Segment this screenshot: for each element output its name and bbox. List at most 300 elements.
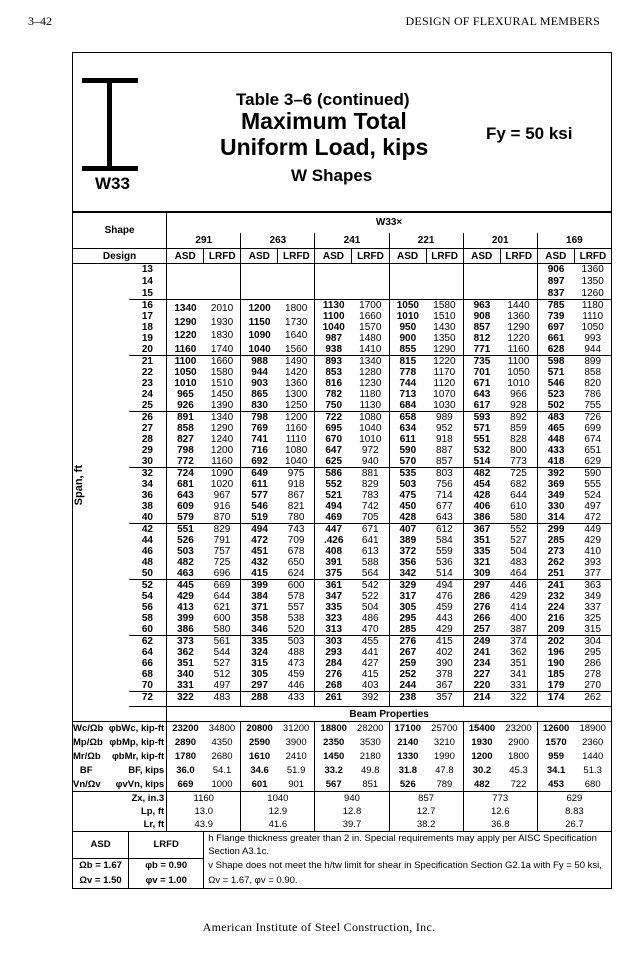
span-list — [129, 412, 167, 467]
load-list — [315, 580, 352, 635]
asd-load-cell — [315, 524, 352, 580]
load-value: 671 — [361, 524, 379, 535]
load-value: 527 — [510, 535, 527, 546]
lrfd-load-cell — [500, 636, 537, 692]
load-value: 450 — [399, 501, 417, 512]
bp-value: 47.8 — [426, 764, 463, 778]
load-value: 918 — [436, 434, 453, 445]
load-value: 214 — [473, 692, 491, 703]
load-value: 944 — [584, 344, 602, 355]
load-value: 837 — [547, 288, 565, 299]
bp-value: 526 — [389, 778, 426, 792]
load-value: 1030 — [433, 400, 456, 411]
load-value: 644 — [213, 591, 231, 602]
load-value: 1160 — [174, 344, 197, 355]
load-list — [538, 524, 575, 579]
load-value: 273 — [547, 546, 565, 557]
lrfd-load-cell — [278, 356, 315, 412]
load-list — [315, 524, 352, 579]
load-list — [241, 580, 278, 635]
load-value: 429 — [584, 535, 602, 546]
spacer-cell — [95, 264, 129, 300]
load-value: 1410 — [359, 344, 382, 355]
asd-load-cell — [241, 524, 278, 580]
load-value: 908 — [473, 311, 491, 322]
load-value: 987 — [325, 333, 343, 344]
load-list — [204, 524, 241, 579]
weight-header: 291 — [167, 233, 241, 249]
load-list — [167, 636, 204, 691]
span-list — [129, 356, 167, 411]
load-value: 1150 — [248, 316, 271, 328]
load-list — [315, 468, 352, 523]
span-value: 25 — [141, 400, 153, 411]
load-value: 773 — [510, 456, 527, 467]
load-value: 304 — [584, 636, 602, 647]
load-value: 629 — [584, 456, 602, 467]
load-list — [390, 264, 427, 299]
load-value: 443 — [436, 613, 453, 624]
load-value: 726 — [584, 412, 602, 423]
bp-value: 482 — [463, 778, 500, 792]
load-list — [574, 692, 611, 706]
load-value: 586 — [325, 468, 343, 479]
asd-load-cell — [241, 412, 278, 468]
load-value: 950 — [399, 322, 417, 333]
load-list — [352, 580, 389, 635]
load-value: 546 — [251, 501, 268, 512]
span-value: 20 — [141, 344, 153, 355]
load-value: 285 — [399, 624, 417, 635]
lrfd-header: LRFD — [278, 249, 315, 264]
asd-load-cell — [537, 412, 574, 468]
bp-value: 34.6 — [250, 765, 269, 776]
load-value: 335 — [473, 546, 491, 557]
load-value: 406 — [473, 501, 491, 512]
asd-load-cell — [167, 524, 204, 580]
load-list — [278, 412, 315, 467]
bp-value: 15400 — [468, 723, 496, 735]
bp-value: 601 — [241, 778, 278, 792]
load-value: 1180 — [581, 300, 604, 311]
load-list — [500, 636, 537, 691]
load-value: 669 — [213, 580, 231, 591]
beam-properties-row — [73, 707, 612, 722]
span-axis-label: Span, ft — [73, 465, 85, 506]
bp-value: 1990 — [426, 750, 463, 764]
load-value: 853 — [325, 367, 343, 378]
load-value: 682 — [510, 479, 527, 490]
load-value: 503 — [287, 636, 305, 647]
load-value: 349 — [584, 591, 602, 602]
asd-load-cell — [389, 300, 426, 356]
load-value: 377 — [584, 568, 602, 579]
load-list — [426, 580, 463, 635]
load-value: 445 — [177, 580, 194, 591]
load-value: 551 — [473, 434, 491, 445]
load-value: 757 — [213, 546, 231, 557]
span-value: 22 — [141, 367, 153, 378]
asd-load-cell — [315, 580, 352, 636]
load-value: 522 — [361, 591, 379, 602]
bp-value: 23200 — [172, 723, 199, 735]
load-value: 750 — [325, 400, 343, 411]
load-value: .426 — [323, 535, 344, 546]
asd-load-cell — [315, 468, 352, 524]
load-list — [426, 300, 463, 355]
load-value: 429 — [436, 624, 453, 635]
load-value: 972 — [361, 445, 379, 456]
asd-load-cell — [389, 264, 426, 300]
bp-value: 49.8 — [352, 764, 389, 778]
load-value: 1360 — [507, 311, 530, 322]
load-value: 967 — [213, 490, 231, 501]
load-list — [204, 356, 241, 411]
load-value: 641 — [361, 535, 379, 546]
load-value: 427 — [361, 658, 379, 669]
bp-lrfd-label: φbMr, kip-ft — [95, 750, 167, 764]
asd-load-cell — [537, 468, 574, 524]
load-value: 346 — [251, 624, 268, 635]
load-value: 725 — [213, 557, 231, 568]
load-value: 330 — [547, 501, 565, 512]
load-value: 349 — [547, 490, 565, 501]
asd-header: ASD — [315, 249, 352, 264]
load-value: 755 — [584, 400, 602, 411]
load-value: 514 — [473, 456, 491, 467]
bp-single-value: 12.9 — [241, 805, 315, 818]
load-value: 514 — [436, 568, 453, 579]
load-value: 993 — [584, 333, 602, 344]
bp-value: 3900 — [278, 736, 315, 750]
load-value: 756 — [436, 479, 453, 490]
load-value: 612 — [436, 524, 453, 535]
load-value: 610 — [510, 501, 527, 512]
span-value: 34 — [141, 479, 153, 490]
lrfd-load-cell — [278, 300, 315, 356]
spacer-cell — [95, 468, 129, 524]
lrfd-header: LRFD — [204, 249, 241, 264]
span-value: 32 — [141, 468, 153, 479]
asd-load-cell — [463, 412, 500, 468]
load-value: 634 — [399, 423, 417, 434]
bp-value: 1800 — [500, 750, 537, 764]
load-list — [167, 412, 204, 467]
asd-load-cell — [241, 264, 278, 300]
load-value: 588 — [361, 557, 379, 568]
lrfd-load-cell — [500, 580, 537, 636]
spacer-cell — [95, 636, 129, 692]
load-value: 494 — [436, 580, 453, 591]
load-value: 497 — [584, 501, 602, 512]
load-value: 335 — [251, 636, 268, 647]
load-value: 337 — [584, 602, 602, 613]
load-value: 369 — [547, 479, 565, 490]
asd-load-cell — [463, 356, 500, 412]
span-value: 46 — [141, 546, 153, 557]
load-list — [241, 468, 278, 523]
bp-single-value: 1160 — [167, 792, 241, 806]
load-value: 512 — [213, 669, 231, 680]
asd-load-cell — [463, 636, 500, 692]
load-value: 926 — [177, 400, 194, 411]
load-value: 415 — [436, 636, 453, 647]
load-value: 887 — [436, 445, 453, 456]
load-value: 1110 — [285, 434, 307, 445]
span-value: 42 — [141, 524, 153, 535]
load-list — [464, 356, 501, 411]
lrfd-load-cell — [352, 636, 389, 692]
bp-value: 33.2 — [324, 765, 343, 776]
load-list — [464, 636, 501, 691]
load-value: 190 — [547, 658, 565, 669]
bp-single-value: 13.0 — [167, 805, 241, 818]
bp-value: 18800 — [320, 723, 347, 735]
bp-value: 34.1 — [546, 765, 566, 776]
load-value: 1200 — [248, 302, 271, 314]
lrfd-load-cell — [500, 356, 537, 412]
lrfd-load-cell — [574, 524, 611, 580]
span-list — [129, 264, 167, 299]
load-value: 893 — [325, 356, 343, 367]
load-list — [241, 300, 278, 355]
load-value: 1280 — [359, 367, 382, 378]
bp-value: 959 — [548, 751, 564, 762]
load-value: 293 — [325, 647, 343, 658]
span-value: 29 — [141, 445, 153, 456]
load-list — [574, 636, 611, 691]
load-list — [500, 580, 537, 635]
load-list — [167, 692, 204, 706]
load-value: 266 — [473, 613, 491, 624]
load-value: 695 — [325, 423, 343, 434]
load-value: 524 — [584, 490, 602, 501]
load-value: 812 — [473, 333, 491, 344]
load-value: 455 — [361, 636, 379, 647]
load-value: 331 — [510, 680, 527, 691]
bp-single-value: 26.7 — [537, 818, 611, 832]
asd-header: ASD — [537, 249, 574, 264]
load-list — [500, 300, 537, 355]
lrfd-load-cell — [278, 524, 315, 580]
load-value: 459 — [436, 602, 453, 613]
load-value: 650 — [287, 557, 305, 568]
load-list — [500, 412, 537, 467]
load-list — [167, 264, 204, 299]
bp-value: 31200 — [278, 722, 315, 736]
load-value: 696 — [213, 568, 231, 579]
span-group-row — [73, 692, 612, 707]
load-value: 769 — [251, 423, 268, 434]
asd-load-cell — [315, 412, 352, 468]
load-value: 1430 — [433, 322, 456, 333]
span-value: 27 — [141, 423, 153, 434]
load-value: 828 — [510, 434, 527, 445]
load-value: 899 — [584, 356, 602, 367]
load-value: 1120 — [433, 378, 456, 389]
bp-value: 2180 — [352, 750, 389, 764]
bp-value: 453 — [537, 778, 574, 792]
span-value: 70 — [141, 680, 153, 691]
load-list — [574, 264, 611, 299]
load-value: 1020 — [210, 479, 234, 490]
load-value: 803 — [436, 468, 453, 479]
lrfd-load-cell — [204, 300, 241, 356]
lrfd-load-cell — [500, 524, 537, 580]
bp-lrfd-label: φbWc, kip-ft — [95, 722, 167, 736]
load-value: 520 — [287, 624, 305, 635]
lrfd-load-cell — [352, 264, 389, 300]
bp-value: 1780 — [174, 751, 197, 762]
load-value: 725 — [510, 468, 527, 479]
load-list — [204, 468, 241, 523]
load-list — [167, 300, 204, 355]
load-value: 577 — [251, 490, 268, 501]
load-value: 232 — [547, 591, 565, 602]
load-value: 671 — [473, 378, 491, 389]
span-label-cell — [73, 264, 95, 707]
load-value: 414 — [510, 602, 527, 613]
load-value: 584 — [436, 535, 453, 546]
load-value: 234 — [473, 658, 491, 669]
bp-value: 31.8 — [398, 765, 418, 776]
load-value: 600 — [287, 580, 305, 591]
load-value: 743 — [287, 524, 305, 535]
load-value: 559 — [436, 546, 453, 557]
bp-value: 669 — [167, 778, 204, 792]
load-value: 367 — [473, 524, 491, 535]
lrfd-load-cell — [574, 468, 611, 524]
span-value: 48 — [141, 557, 153, 568]
weight-header: 263 — [241, 233, 315, 249]
load-value: 557 — [287, 602, 305, 613]
load-value: 374 — [510, 636, 527, 647]
load-value: 858 — [177, 423, 194, 434]
load-value: 286 — [584, 658, 602, 669]
bp-value: 30.2 — [472, 765, 492, 776]
load-value: 538 — [287, 613, 305, 624]
load-value: 470 — [361, 624, 379, 635]
load-value: 393 — [584, 557, 602, 568]
bp-value: 2360 — [574, 736, 611, 750]
weight-header: 169 — [537, 233, 611, 249]
load-list — [278, 264, 315, 299]
load-value: 1160 — [285, 423, 307, 434]
load-value: 870 — [213, 512, 231, 523]
header-row-design — [73, 249, 612, 264]
lrfd-header: LRFD — [500, 249, 537, 264]
load-value: 418 — [547, 456, 565, 467]
load-value: 647 — [325, 445, 343, 456]
load-value: 358 — [251, 613, 268, 624]
load-value: 643 — [473, 389, 491, 400]
load-value: 798 — [177, 445, 194, 456]
asd-load-cell — [463, 692, 500, 707]
asd-load-cell — [241, 356, 278, 412]
load-value: 661 — [547, 333, 565, 344]
yield-stress: Fy = 50 ksi — [486, 124, 573, 143]
load-list — [574, 300, 611, 355]
load-list — [278, 692, 315, 706]
load-value: 313 — [325, 624, 343, 635]
factor-lrfd-b: φb = 0.90 — [129, 858, 204, 873]
spacer-cell — [95, 356, 129, 412]
weight-header: 241 — [315, 233, 389, 249]
load-value: 975 — [287, 468, 305, 479]
load-value: 371 — [251, 602, 268, 613]
load-value: 179 — [547, 680, 565, 691]
load-value: 1080 — [359, 412, 382, 423]
note-shear-factors: Ωv = 1.67, φv = 0.90. — [204, 873, 612, 888]
load-value: 257 — [473, 624, 491, 635]
load-value: 598 — [547, 356, 565, 367]
load-list — [278, 636, 315, 691]
w-shape-icon — [80, 78, 140, 173]
span-value: 56 — [141, 602, 153, 613]
span-group-row — [73, 524, 612, 580]
bp-value: 1450 — [323, 751, 345, 762]
bp-lrfd-label: φbMp, kip-ft — [95, 736, 167, 750]
load-value: 593 — [473, 412, 491, 423]
span-group-row — [73, 412, 612, 468]
load-list — [352, 412, 389, 467]
asd-load-cell — [167, 264, 204, 300]
load-value: 771 — [473, 344, 491, 355]
span-value: 62 — [141, 636, 153, 647]
lrfd-load-cell — [574, 264, 611, 300]
load-value: 497 — [213, 680, 231, 691]
lrfd-load-cell — [352, 580, 389, 636]
load-value: 778 — [399, 367, 417, 378]
load-list — [241, 524, 278, 579]
load-value: 488 — [287, 647, 305, 658]
load-value: 816 — [325, 378, 343, 389]
load-list — [352, 524, 389, 579]
load-list — [167, 580, 204, 635]
load-value: 651 — [584, 445, 602, 456]
load-value: 892 — [510, 412, 527, 423]
load-value: 459 — [287, 669, 305, 680]
load-list — [278, 300, 315, 355]
load-value: 1050 — [174, 367, 197, 378]
load-value: 1420 — [285, 367, 308, 378]
lrfd-load-cell — [278, 264, 315, 300]
load-value: 1110 — [582, 311, 604, 322]
span-value: 40 — [141, 512, 153, 523]
load-value: 375 — [325, 568, 343, 579]
load-value: 739 — [547, 311, 565, 322]
load-value: 378 — [436, 669, 453, 680]
bp-value: 28200 — [352, 722, 389, 736]
load-list — [278, 524, 315, 579]
lrfd-header: LRFD — [352, 249, 389, 264]
span-group-row — [73, 300, 612, 356]
load-list — [464, 524, 501, 579]
load-value: 251 — [547, 568, 565, 579]
load-value: 433 — [547, 445, 565, 456]
load-list — [426, 468, 463, 523]
load-value: 772 — [177, 456, 194, 467]
load-value: 410 — [584, 546, 602, 557]
load-list — [390, 356, 427, 411]
load-list — [426, 356, 463, 411]
load-value: 658 — [399, 412, 417, 423]
publisher-footer: American Institute of Steel Construction, Inc. — [202, 920, 436, 934]
bp-value: 18900 — [574, 722, 611, 736]
load-list — [241, 412, 278, 467]
load-list — [278, 356, 315, 411]
load-value: 1230 — [359, 378, 382, 389]
